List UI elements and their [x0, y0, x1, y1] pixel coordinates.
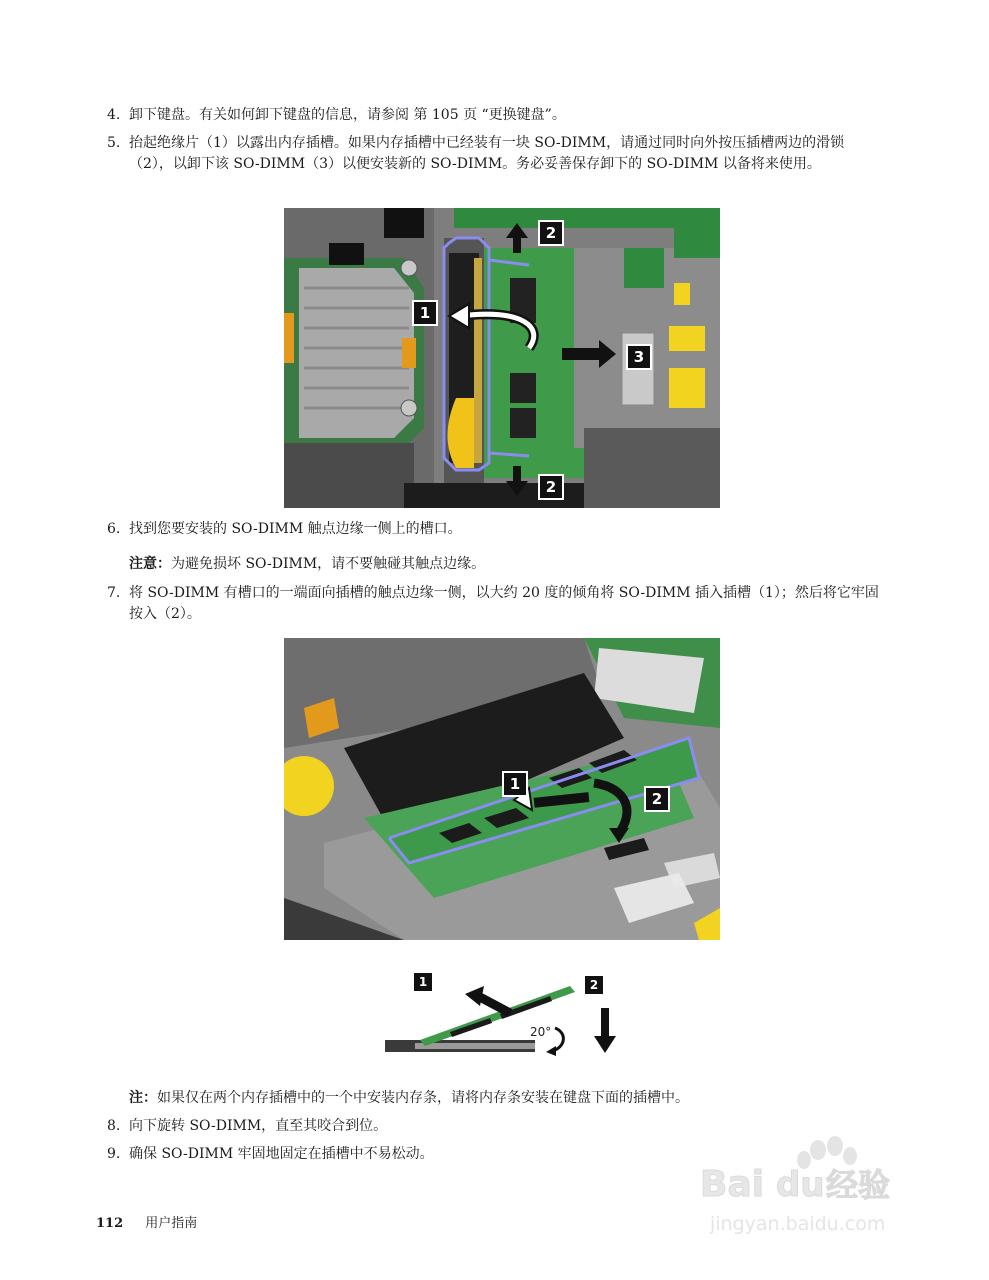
watermark-url: jingyan.baidu.com	[710, 1213, 886, 1235]
step-7	[107, 583, 887, 622]
step-number: 7.	[107, 585, 121, 601]
attention-note	[129, 554, 889, 575]
step-text: 向下旋转 SO-DIMM，直至其咬合到位。	[129, 1118, 388, 1134]
callout-1: 1	[412, 971, 434, 993]
figure-insert-sodimm	[284, 638, 720, 940]
callout-3: 3	[626, 344, 652, 370]
step-5	[107, 133, 887, 172]
step-text: 确保 SO-DIMM 牢固地固定在插槽中不易松动。	[129, 1146, 434, 1162]
step-text: 抬起绝缘片（1）以露出内存插槽。如果内存插槽中已经装有一块 SO-DIMM，请通过同时向外按压插槽两边的滑锁（2），以卸下该 SO-DIMM（3）以便安装新的 SO-DIMM。务必妥善保存卸下的 SO-DIMM 以备将来使用。	[129, 135, 845, 172]
attention-text: 为避免损坏 SO-DIMM，请不要触碰其触点边缘。	[171, 556, 486, 572]
callout-1: 1	[412, 300, 438, 326]
callout-2-top: 2	[538, 220, 564, 246]
step-number: 4.	[107, 107, 121, 123]
step-text: 找到您要安装的 SO-DIMM 触点边缘一侧上的槽口。	[129, 521, 462, 537]
step-number: 5.	[107, 135, 121, 151]
callout-2: 2	[644, 786, 670, 812]
step-text: 卸下键盘。有关如何卸下键盘的信息，请参阅 第 105 页 “更换键盘”。	[129, 107, 566, 123]
watermark-brand-b: du	[776, 1165, 825, 1205]
step-text: 将 SO-DIMM 有槽口的一端面向插槽的触点边缘一侧，以大约 20 度的倾角将 SO-DIMM 插入插槽（1）；然后将它牢固按入（2）。	[129, 585, 879, 622]
watermark-brand-a: Bai	[700, 1164, 765, 1205]
figure-insertion-angle	[380, 968, 630, 1068]
baidu-paw-logo	[700, 1128, 940, 1248]
callout-2-bottom: 2	[538, 474, 564, 500]
angle-label: 20°	[530, 1025, 552, 1039]
figure-remove-sodimm	[284, 208, 720, 508]
callout-2: 2	[583, 974, 605, 996]
callout-1: 1	[502, 771, 528, 797]
note-label: 注：	[129, 1090, 157, 1106]
baidu-watermark	[700, 1128, 940, 1248]
attention-label: 注意：	[129, 556, 171, 572]
page-footer	[96, 1212, 197, 1231]
step-6	[107, 519, 887, 540]
step-number: 8.	[107, 1118, 121, 1134]
document-title: 用户指南	[145, 1216, 198, 1231]
note-text: 如果仅在两个内存插槽中的一个中安装内存条，请将内存条安装在键盘下面的插槽中。	[157, 1090, 689, 1106]
note	[129, 1088, 889, 1109]
watermark-brand-c: 经验	[826, 1166, 891, 1204]
step-4	[107, 105, 887, 126]
figure-remove-sodimm-illustration	[284, 208, 720, 508]
step-number: 9.	[107, 1146, 121, 1162]
step-number: 6.	[107, 521, 121, 537]
page-number: 112	[96, 1216, 124, 1231]
